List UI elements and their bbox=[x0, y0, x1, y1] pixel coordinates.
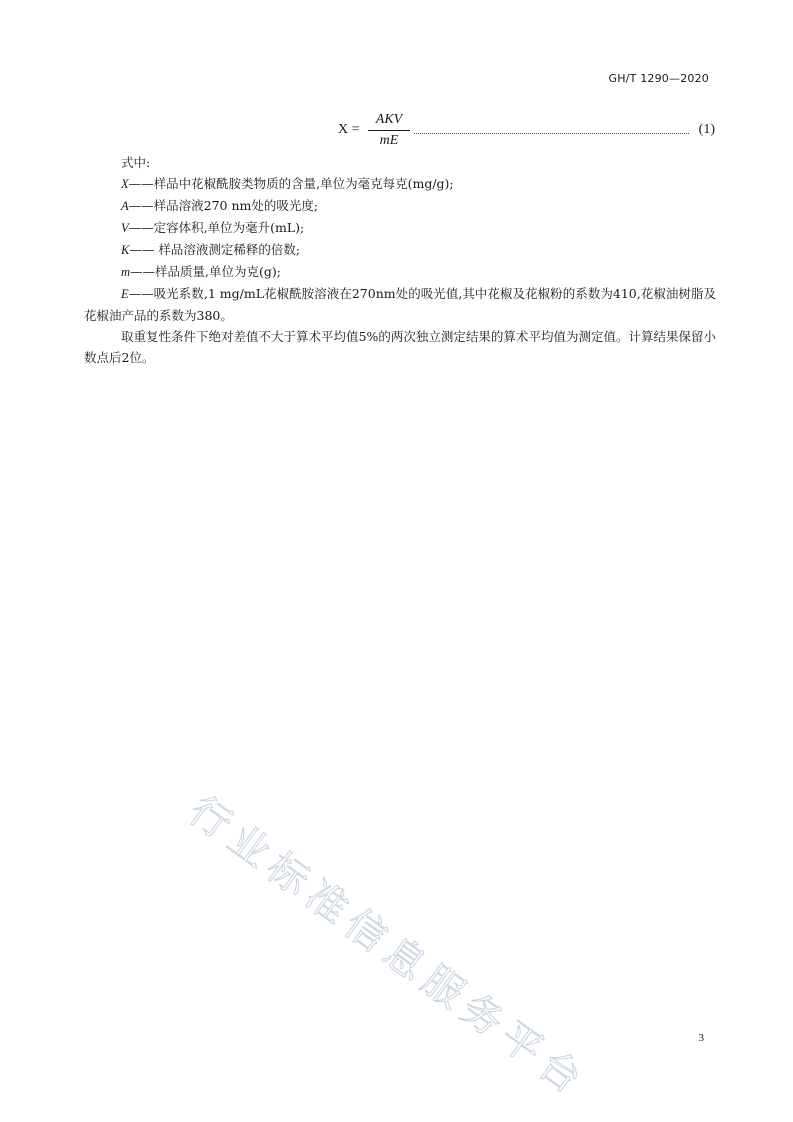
variable-text: ——样品质量,单位为克(g); bbox=[130, 264, 281, 279]
definition-x bbox=[84, 173, 716, 195]
variable-symbol: K bbox=[121, 243, 130, 257]
watermark: 行业标准信息服务平台 bbox=[180, 787, 596, 1108]
variable-text: ——样品溶液270 nm处的吸光度; bbox=[128, 198, 319, 213]
definition-v bbox=[84, 217, 716, 239]
variable-text: ——吸光系数,1 mg/mL花椒酰胺溶液在270nm处的吸光值,其中花椒及花椒粉的系数为410,花椒油树脂及花椒油产品的系数为380。 bbox=[84, 286, 716, 323]
formula-lhs: X = bbox=[338, 122, 360, 137]
formula-denominator: mE bbox=[379, 133, 399, 148]
variable-symbol: A bbox=[121, 199, 129, 213]
definitions-intro: 式中: bbox=[121, 155, 151, 170]
variable-symbol: X bbox=[121, 177, 129, 191]
formula bbox=[338, 112, 715, 152]
variable-symbol: m bbox=[121, 265, 131, 279]
variable-symbol: V bbox=[121, 221, 129, 235]
precision-note: 取重复性条件下绝对差值不大于算术平均值5%的两次独立测定结果的算术平均值为测定值。计算结果保留小数点后2位。 bbox=[84, 329, 716, 365]
variable-text: ——定容体积,单位为毫升(mL); bbox=[128, 220, 305, 235]
definition-k bbox=[84, 239, 716, 261]
variable-text: ——样品中花椒酰胺类物质的含量,单位为毫克每克(mg/g); bbox=[128, 176, 454, 191]
definition-m bbox=[84, 261, 716, 283]
formula-number: (1) bbox=[698, 122, 715, 137]
variable-definitions bbox=[84, 152, 716, 368]
standard-code: GH/T 1290—2020 bbox=[608, 72, 709, 85]
variable-text: —— 样品溶液测定稀释的倍数; bbox=[129, 242, 301, 257]
page-number: 3 bbox=[698, 1032, 704, 1044]
formula-numerator: AKV bbox=[368, 112, 410, 131]
definition-e bbox=[84, 283, 716, 326]
definition-a bbox=[84, 195, 716, 217]
variable-symbol: E bbox=[121, 287, 129, 301]
formula-fraction bbox=[368, 112, 410, 149]
formula-leader-dots bbox=[414, 133, 689, 134]
